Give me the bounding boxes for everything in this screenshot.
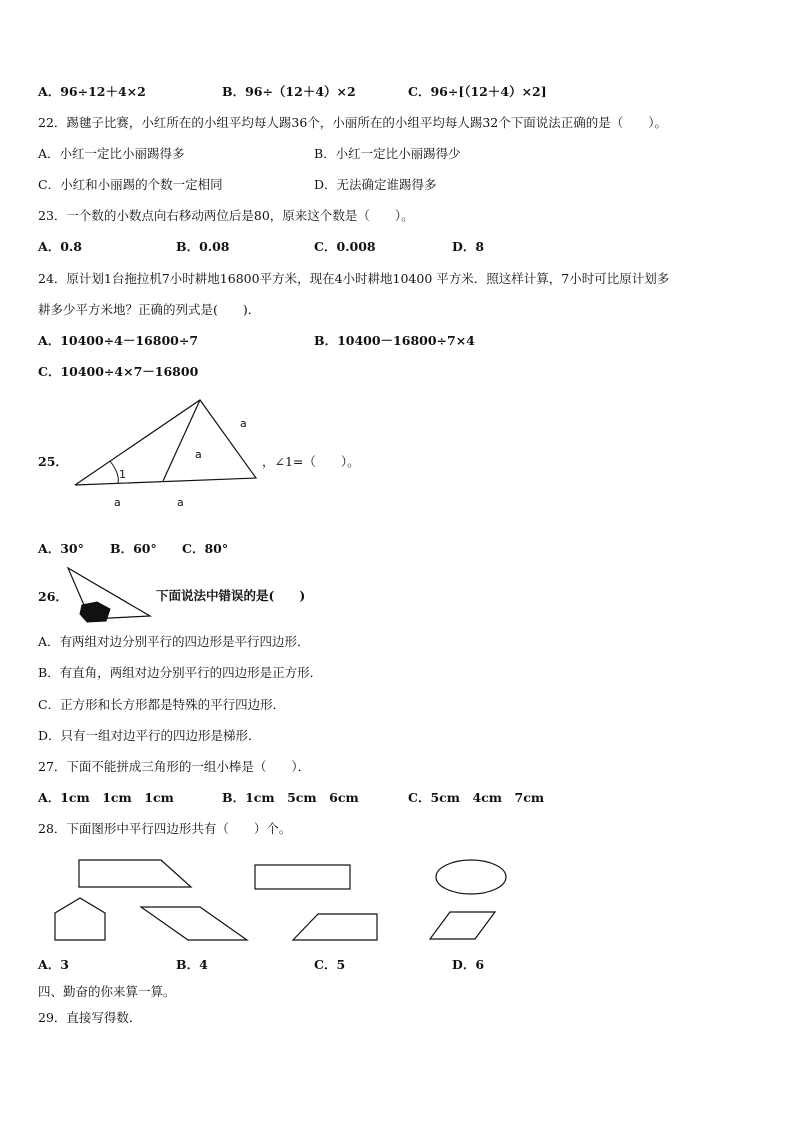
q28-stem: 28．下面图形中平行四边形共有（ ）个。 [38,821,292,836]
label-base-left: a [114,496,121,509]
q25-number: 25． [38,454,68,469]
q27-option-a: A．1cm 1cm 1cm [38,790,174,805]
q27-option-c: C．5cm 4cm 7cm [408,790,545,805]
shape-ellipse [436,860,506,894]
label-side-mid: a [195,448,202,461]
q26-option-c: C．正方形和长方形都是特殊的平行四边形． [38,697,286,712]
q26-ink-blot [80,602,110,622]
q26-shape-figure [64,564,160,626]
q25-option-b: B．60° [110,541,157,556]
q24-option-c: C．10400÷4×7－16800 [38,364,199,379]
q29-stem: 29．直接写得数． [38,1010,142,1025]
q24-stem-line1: 24．原计划1台拖拉机7小时耕地16800平方米，现在4小时耕地10400 平方米．照这样计算，7小时可比原计划多 [38,271,670,286]
q24-option-a: A．10400÷4－16800÷7 [38,333,199,348]
q22-stem: 22．踢毽子比赛，小红所在的小组平均每人踢36个，小丽所在的小组平均每人踢32个下面说法正确的是（ ）。 [38,115,667,130]
q23-option-c: C．0.008 [314,239,376,254]
label-side-top: a [240,417,247,430]
shape-rectangle [255,865,350,889]
q21-option-c: C．96÷[（12＋4）×2] [408,84,547,99]
q22-option-b: B．小红一定比小丽踢得少 [314,146,461,161]
q23-option-b: B．0.08 [176,239,230,254]
q22-option-c: C．小红和小丽踢的个数一定相同 [38,177,223,192]
q27-option-b: B．1cm 5cm 6cm [222,790,359,805]
outer-triangle [75,400,256,485]
shape-parallelogram-small [430,912,495,939]
q21-option-b: B．96÷（12＋4）×2 [222,84,356,99]
q26-option-d: D．只有一组对边平行的四边形是梯形． [38,728,261,743]
shape-parallelogram-wide [141,907,247,940]
q22-option-d: D．无法确定谁踢得多 [314,177,437,192]
q24-stem-line2: 耕多少平方米地？正确的列式是( )． [38,302,261,317]
q21-option-a: A．96÷12＋4×2 [38,84,146,99]
label-base-right: a [177,496,184,509]
q26-number: 26． [38,589,68,604]
angle-arc [110,461,118,483]
q28-option-b: B．4 [176,957,208,972]
shape-right-trapezoid [79,860,191,887]
q27-stem: 27．下面不能拼成三角形的一组小棒是（ ）． [38,759,311,774]
q22-option-a: A．小红一定比小丽踢得多 [38,146,185,161]
label-angle-1: 1 [119,468,126,481]
shape-pentagon [55,898,105,940]
section-four-heading: 四、勤奋的你来算一算。 [38,984,176,999]
q26-stem: 下面说法中错误的是( ) [156,588,306,603]
shape-trapezoid [293,914,377,940]
q26-option-b: B．有直角，两组对边分别平行的四边形是正方形． [38,665,323,680]
q28-option-a: A．3 [38,957,69,972]
q25-option-a: A．30° [38,541,84,556]
q28-option-d: D．6 [452,957,485,972]
q25-option-c: C．80° [182,541,229,556]
q26-option-a: A．有两组对边分别平行的四边形是平行四边形． [38,634,310,649]
q23-option-a: A．0.8 [38,239,82,254]
q24-option-b: B．10400－16800÷7×4 [314,333,475,348]
q23-option-d: D．8 [452,239,485,254]
q25-stem-suffix: ，∠1=（ ）。 [262,454,360,469]
q25-triangle-figure [70,396,270,516]
q28-shapes-figure [50,855,520,947]
q23-stem: 23．一个数的小数点向右移动两位后是80，原来这个数是（ ）。 [38,208,414,223]
q28-option-c: C．5 [314,957,346,972]
